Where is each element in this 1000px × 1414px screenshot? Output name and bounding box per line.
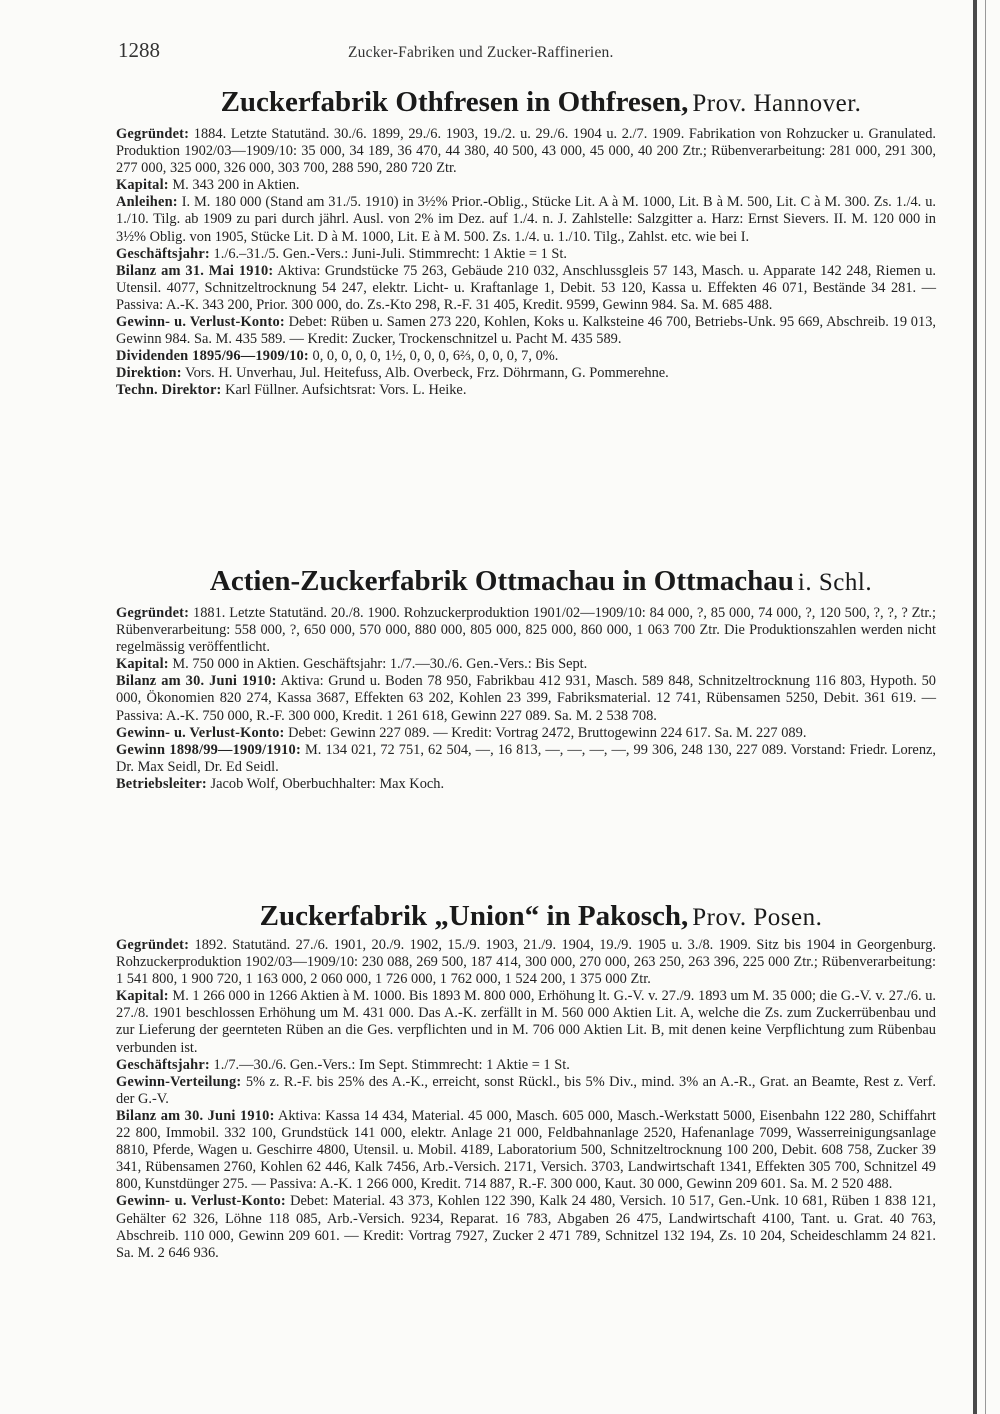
entry-body	[116, 605, 936, 793]
entry-title-name: Zuckerfabrik Othfresen in Othfresen,	[220, 86, 689, 118]
paragraph	[116, 365, 936, 382]
paragraph-text: Debet: Rüben u. Samen 273 220, Kohlen, Koks u. Kalksteine 46 700, Betriebs-Unk. 95 669, Abschreib. 19 013, Gewinn 984. Sa. M. 435 589. — Kredit: Zucker, Trockenschnitzel u. Pacht M. 435 589.	[116, 314, 936, 348]
paragraph-text: 0, 0, 0, 0, 0, 1½, 0, 0, 0, 6⅔, 0, 0, 0, 7, 0%.	[312, 348, 559, 365]
entry-title	[116, 565, 966, 598]
paragraph-text: 5% z. R.-F. bis 25% des A.-K., erreicht, sonst Rückl., bis 5% Div., mind. 3% an A.-R., Grat. an Beamte, Rest z. Verf. der G.-V.	[116, 1073, 936, 1107]
paragraph-label: Bilanz am 30. Juni 1910:	[116, 673, 277, 690]
paragraph-text: 1881. Letzte Statutänd. 20./8. 1900. Rohzuckerproduktion 1901/02—1909/10: 84 000, ?, 85 000, 74 000, ?, 120 500, ?, ?, ? Ztr.; Rübenverarbeitung: 558 000, ?, 650 000, 570 000, 880 000, 805 000, 825 000, 860 000, 1 063 700 Ztr. Die Produktionszahlen werden nicht regelmässig veröffentlicht.	[116, 605, 936, 656]
entry-title	[116, 900, 966, 933]
paragraph	[116, 937, 936, 988]
paragraph-label: Gewinn- u. Verlust-Konto:	[116, 1193, 286, 1210]
paragraph-label: Kapital:	[116, 177, 169, 194]
paragraph-label: Gegründet:	[116, 605, 190, 621]
paragraph-label: Anleihen:	[116, 194, 178, 211]
paragraph-text: I. M. 180 000 (Stand am 31./5. 1910) in 3½% Prior.-Oblig., Stücke Lit. A à M. 1000, Lit. B à M. 500, Lit. C à M. 300. Zs. 1./4. u. 1./10. Tilg. ab 1909 zu pari durch jährl. Ausl. von 2% im Dez. auf 1./4. n. J. Zahlstelle: Salzgitter a. Harz: Ernst Sievers. II. M. 120 000 in 3½% Oblig. von 1905, Stücke Lit. D à M. 1000, Lit. E à M. 500. Zs. 1./4. u. 1./10. Tilg., Zahlst. etc. wie bei I.	[116, 194, 936, 245]
paragraph	[116, 246, 936, 263]
paragraph-text: 1./7.—30./6. Gen.-Vers.: Im Sept. Stimmrecht: 1 Aktie = 1 St.	[213, 1056, 570, 1073]
paragraph	[116, 656, 936, 673]
paragraph	[116, 1057, 936, 1074]
paragraph	[116, 776, 936, 793]
paragraph-label: Gewinn-Verteilung:	[116, 1073, 242, 1090]
paragraph-text: 1./6.–31./5. Gen.-Vers.: Juni-Juli. Stimmrecht: 1 Aktie = 1 St.	[213, 245, 568, 262]
paragraph-label: Betriebsleiter:	[116, 775, 207, 792]
paragraph-text: M. 134 021, 72 751, 62 504, —, 16 813, —, —, —, —, 99 306, 248 130, 227 089. Vorstand: Friedr. Lorenz, Dr. Max Seidl, Dr. Ed Seidl.	[116, 741, 936, 775]
paragraph-text: Debet: Material. 43 373, Kohlen 122 390, Kalk 24 480, Versich. 10 517, Gen.-Unk. 10 681, Rüben 1 838 121, Gehälter 62 326, Löhne 118 085, Arb.-Versich. 9234, Reparat. 16 783, Abgaben 26 475, Landwirtschaft 4100, Tant. u. Grat. 40 763, Abschreib. 110 000, Gewinn 209 601. — Kredit: Vortrag 7927, Zucker 2 471 789, Schnitzel 132 194, Zs. 10 204, Scheideschlamm 24 821. Sa. M. 2 646 936.	[116, 1193, 936, 1261]
paragraph-label: Bilanz am 31. Mai 1910:	[116, 262, 274, 279]
running-title: Zucker-Fabriken und Zucker-Raffinerien.	[348, 44, 614, 61]
paragraph-text: Debet: Gewinn 227 089. — Kredit: Vortrag 2472, Bruttogewinn 224 617. Sa. M. 227 089.	[288, 724, 807, 741]
paragraph-text: Aktiva: Grundstücke 75 263, Gebäude 210 032, Anschlussgleis 57 143, Masch. u. Apparate 142 248, Riemen u. Utensil. 4077, Schnitzeltrocknung 54 247, elektr. Licht- u. Kraftanlage 1, Debit. 53 120, Kassa u. Effekten 46 071, Bestände 34 281. — Passiva: A.-K. 343 200, Prior. 300 000, do. Zs.-Kto 298, R.-F. 31 405, Kredit. 9599, Gewinn 984. Sa. M. 685 488.	[116, 262, 937, 313]
paragraph-label: Gewinn 1898/99—1909/1910:	[116, 741, 301, 758]
paragraph-label: Geschäftsjahr:	[116, 245, 210, 262]
paragraph	[116, 382, 936, 399]
paragraph-label: Geschäftsjahr:	[116, 1056, 210, 1073]
paragraph	[116, 126, 936, 177]
paragraph	[116, 314, 936, 348]
paragraph-text: Jacob Wolf, Oberbuchhalter: Max Koch.	[210, 775, 445, 792]
paragraph-label: Kapital:	[116, 988, 169, 1005]
binding-edge	[973, 0, 977, 1414]
paragraph	[116, 1074, 936, 1108]
paragraph	[116, 988, 936, 1056]
paragraph-label: Bilanz am 30. Juni 1910:	[116, 1107, 275, 1124]
paragraph-label: Gegründet:	[116, 126, 190, 142]
paragraph	[116, 605, 936, 656]
paragraph-label: Techn. Direktor:	[116, 382, 222, 399]
entry-title	[116, 86, 966, 119]
paragraph	[116, 1193, 936, 1261]
paragraph	[116, 177, 936, 194]
paragraph-label: Gewinn- u. Verlust-Konto:	[116, 314, 285, 331]
paragraph-label: Dividenden 1895/96—1909/10:	[116, 348, 309, 365]
entry-title-location: i. Schl.	[797, 569, 873, 596]
paragraph-label: Gegründet:	[116, 937, 190, 953]
paragraph	[116, 263, 936, 314]
entry-title-name: Actien-Zuckerfabrik Ottmachau in Ottmachau	[209, 565, 794, 597]
entry-body	[116, 937, 936, 1262]
paragraph-text: M. 343 200 in Aktien.	[172, 177, 300, 194]
paragraph-text: 1892. Statutänd. 27./6. 1901, 20./9. 1902, 15./9. 1903, 21./9. 1904, 19./9. 1905 u. 3./8. 1909. Sitz bis 1904 in Georgenburg. Rohzuckerproduktion 1902/03—1909/10: 230 088, 269 500, 187 414, 300 000, 270 000, 263 250, 263 396, 225 000 Ztr.; Rübenverarbeitung: 1 541 800, 1 900 720, 1 163 000, 2 060 000, 1 726 000, 1 762 000, 1 524 200, 1 375 000 Ztr.	[116, 937, 936, 988]
entry-title-location: Prov. Posen.	[692, 904, 823, 931]
paragraph-label: Kapital:	[116, 656, 169, 673]
paragraph	[116, 194, 936, 245]
paragraph-text: 1884. Letzte Statutänd. 30./6. 1899, 29./6. 1903, 19./2. u. 29./6. 1904 u. 2./7. 1909. Fabrikation von Rohzucker u. Granulated. Produktion 1902/03—1909/10: 35 000, 34 189, 36 470, 44 380, 40 500, 43 000, 45 000, 40 200 Ztr.; Rübenverarbeitung: 281 000, 291 300, 277 000, 325 000, 326 000, 303 700, 288 590, 280 720 Ztr.	[116, 126, 936, 177]
paragraph-text: Aktiva: Kassa 14 434, Material. 45 000, Masch. 605 000, Masch.-Werkstatt 5000, Eisenbahn 122 280, Schiffahrt 22 800, Immobil. 332 100, Grundstück 141 000, elektr. Anlage 21 000, Feldbahnanlage 2520, Hafenanlage 7099, Wasserreinigungsanlage 8810, Pferde, Wagen u. Geschirre 4800, Utensil. u. Mobil. 4189, Laboratorium 500, Schnitzeltrocknung 100 200, Debit. 608 758, Zucker 39 341, Rübensamen 2760, Kohlen 62 446, Kalk 7456, Arb.-Versich. 2171, Versich. 3703, Landwirtschaft 1341, Effekten 305 700, Schnitzel 49 800, Kunstdünger 275. — Passiva: A.-K. 1 266 000, Kredit. 714 887, R.-F. 300 000, Kaut. 30 000, Gewinn 209 601. Sa. M. 2 520 488.	[116, 1107, 936, 1193]
entry-body	[116, 126, 936, 400]
page-header	[118, 38, 930, 62]
binding-edge-line	[985, 0, 986, 1414]
paragraph-text: M. 1 266 000 in 1266 Aktien à M. 1000. Bis 1893 M. 800 000, Erhöhung lt. G.-V. v. 27./9. 1893 um M. 35 000; die G.-V. v. 27./6. u. 27./8. 1901 beschlossen Erhöhung um M. 431 000. Das A.-K. zerfällt in M. 560 000 Aktien Lit. A, welche die Zs. zum Zuckerrübenbau und zur Lieferung der geernteten Rüben an die Ges. verpflichten und in M. 706 000 Aktien Lit. B, mit denen keine Verpflichtung zum Rübenbau verbunden ist.	[116, 988, 936, 1056]
entry-title-name: Zuckerfabrik „Union“ in Pakosch,	[259, 900, 689, 932]
paragraph	[116, 1108, 936, 1193]
page-number: 1288	[118, 38, 160, 62]
paragraph-text: M. 750 000 in Aktien. Geschäftsjahr: 1./7.—30./6. Gen.-Vers.: Bis Sept.	[172, 656, 588, 673]
paragraph	[116, 742, 936, 776]
paragraph-label: Gewinn- u. Verlust-Konto:	[116, 724, 285, 741]
paragraph	[116, 348, 936, 365]
entry-title-location: Prov. Hannover.	[692, 90, 862, 117]
paragraph-text: Aktiva: Grund u. Boden 78 950, Fabrikbau 412 931, Masch. 589 848, Schnitzeltrocknung 116 803, Hypoth. 50 000, Ökonomien 820 274, Kassa 3687, Effekten 63 202, Kohlen 23 399, Fabriksmaterial. 12 741, Rübensamen 5250, Debit. 361 619. — Passiva: A.-K. 750 000, R.-F. 300 000, Kredit. 1 261 618, Gewinn 227 089. Sa. M. 2 538 708.	[116, 673, 936, 724]
paragraph-label: Direktion:	[116, 365, 182, 382]
paragraph-text: Vors. H. Unverhau, Jul. Heitefuss, Alb. Overbeck, Frz. Döhrmann, G. Pommerehne.	[185, 365, 669, 382]
paragraph	[116, 725, 936, 742]
paragraph-text: Karl Füllner. Aufsichtsrat: Vors. L. Heike.	[225, 382, 467, 399]
paragraph	[116, 673, 936, 724]
